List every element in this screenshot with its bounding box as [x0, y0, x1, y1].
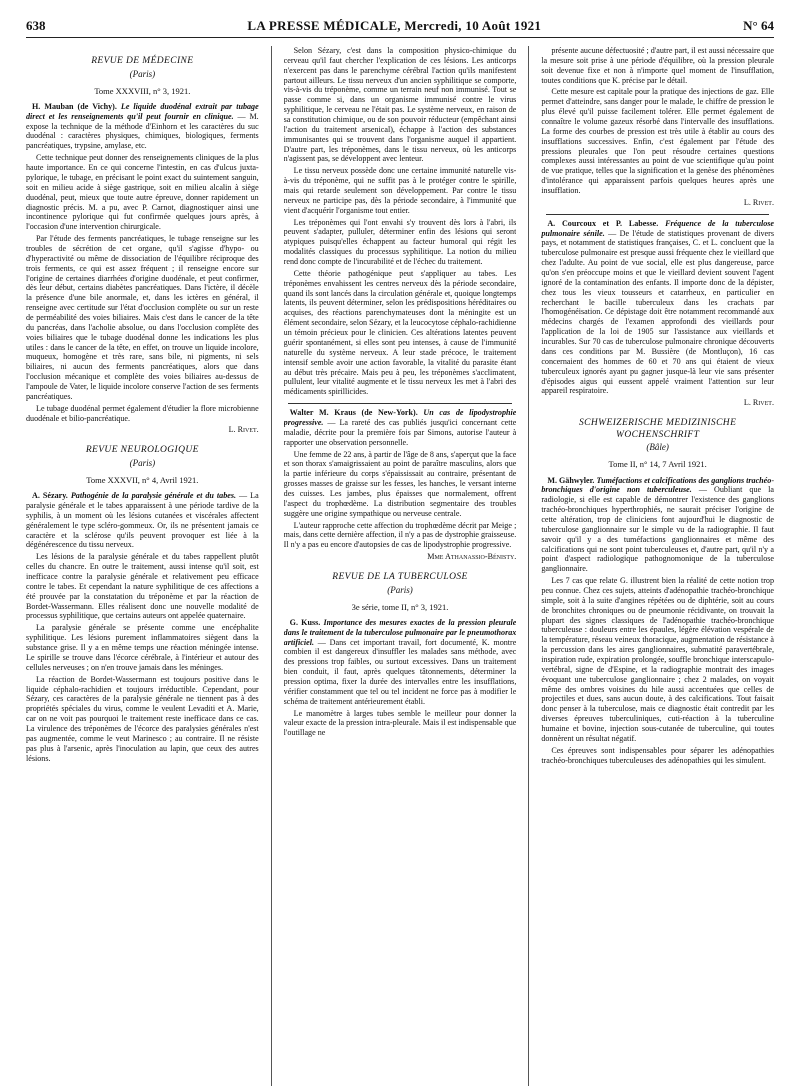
journal-volume: Tome XXXVIII, n° 3, 1921. [94, 85, 191, 96]
article-lead [541, 219, 774, 396]
journal-city: (Paris) [129, 457, 156, 468]
article-title: Un cas de lipodystrophie progressive. [283, 408, 517, 427]
paragraph: L'auteur rapproche cette affection du trophœdème décrit par Meige ; mais, dans cette dernière affection, il n'y a pas de dystrophie graisseuse. Il n'y a pas eu encore d'autopsies de cas de lipodystrophie progressive. [283, 520, 517, 550]
article-text: — M. expose la technique de la méthode d'Einhorn et les caractères du suc duodénal : caractères physiques, chimiques, biologiques, ferments pancréatiques, trypsine, amylase, etc. [26, 111, 259, 151]
article-lead [284, 618, 517, 707]
paragraph: La paralysie générale se présente comme une encéphalite syphilitique. Les lésions purement inflammatoires siègent dans la substance grise. Il y a en même temps une réaction méningée intense. Le spirille se trouve dans l'écorce cérébrale, à l'intérieur et autour des cellules nerveuses ; on n'en trouve jamais dans les méninges. [26, 623, 259, 672]
article-text: — Dans cet important travail, fort documenté, K. montre combien il est dangereux d'insuffler les malades sans méthode, avec des pressions trop faibles, ou surtout excessives. Dans un traitement bien conduit, il faut, après quelques tâtonnements, déterminer la pression optima, fixer la durée des intervalles entre les insufflations, vérifier constamment que tel ou tel incident ne force pas à modifier le schéma de traitement antérieurement établi. [283, 637, 517, 706]
article-text: — De l'étude de statistiques provenant de divers pays, et notamment de statistiques françaises, C. et L. concluent que la tuberculose pulmonaire est presque aussi fréquente chez le vieillard que chez l'adulte. Au point de vue social, elle est plus dangereuse, parce qu'on s'en préoccupe moins et que le vieillard devient souvent l'agent ignoré de la contamination des enfants. Il importe donc de la dépister, chez tous les vieux tousseurs et catarrheux, en particulier en recherchant le bacille tuberculeux dans les crachats par l'homogénéisation. Ce dépistage doit être notamment recommandé aux médecins chargés de l'examen approfondi des vieillards pour l'application de la loi de 1905 sur l'assistance aux vieillards et incurables. Sur 70 cas de tuberculose pulmonaire chronique découverts dans ces conditions par M. Bussière (de Montluçon), 16 cas concernaient des hommes de 60 et 70 ans qui étaient de vieux tuberculeux ignorés ayant pu gagner jusque-là leur vie sans présenter d'épisodes aigus qui eussent appelé vraiment l'attention sur leur appareil respiratoire. [541, 228, 774, 396]
column-divider [528, 46, 529, 1086]
column-3 [541, 46, 774, 1086]
article-author: A. Sézary. [32, 491, 68, 501]
paragraph: Ces épreuves sont indispensables pour séparer les adénopathies trachéo-bronchiques tuberculeuses des adénopathies qui les simulent. [541, 745, 774, 765]
author-signature: L. Rivet. [743, 197, 774, 207]
article-author: Walter M. Kraus (de New-York). [289, 408, 418, 418]
issue-number: N° 64 [743, 18, 774, 33]
article-author: M. Gähwyler. [547, 475, 595, 485]
paragraph: Les 7 cas que relate G. illustrent bien la réalité de cette notion trop peu connue. Chez ces sujets, atteints d'adénopathie trachéo-bronchique simple, soit à la suite d'angines répétées ou de diphtérie, soit au cours de bronchites chroniques ou de pneumonie récidivante, on trouvait la plupart des signes classiques de l'adénopathie trachéo-bronchique tuberculeuse : douleurs entre les épaules, légère élévation vespérale de la température, réseau veineux thoracique, augmentation de résistance à la percussion dans les aires ganglionnaires, submatité paravertébrale, inspiration rude, expiration prolongée, souffle bronchique interscapulo-vertébral, signe de d'Espine, et la radiographie montrait des images évoquant une tuberculose ganglionnaire ; chez 2 malades, on voyait même des ombres voisines du hile aussi accentuées que celles de projectiles et dues, sans aucun doute, à des calcifications. Tout faisait donc penser à la tuberculose, mais ce diagnostic était contredit par les diverses épreuves tuberculiniques, cuti-réaction à la tuberculine humaine et bovine, injection sous-cutanée de tuberculine, qui toutes donnèrent un résultat négatif. [541, 576, 774, 743]
article-text: — Oubliant que la radiologie, si elle est capable de démontrer l'existence des ganglions trachéo-bronchiques hyperthrophiés, ne saurait préciser l'origine de cette altération, trop de cliniciens font aujourd'hui le diagnostic de tuberculose ganglionnaire sur le simple vu de la radiographie. Il faut savoir qu'il y a des tuméfactions ganglionnaires et même des calcifications qui ne sont point tuberculeuses et, d'autre part, qu'il n'y a point d'aspect radiologique pathognomonique de la tuberculose ganglionnaire. [541, 485, 774, 574]
paragraph: Cette théorie pathogénique peut s'appliquer au tabes. Les tréponèmes envahissent les centres nerveux dès la période secondaire, quand ils sont lancés dans la circulation générale et, quoique longtemps latents, ils peuvent déterminer, selon les prédispositions héréditaires ou acquises, des réactions parenchymateuses dont la méningite est un élément secondaire, selon Sézary, et la leucocytose céphalo-rachidienne un témoin précieux pour le clinicien. Ces altérations latentes peuvent guérir spontanément, si elles sont peu intenses, à cause de l'immunité naturelle du système nerveux. A leur stade précoce, le traitement intensif semble avoir une action favorable, la vitalité du parasite étant au début très précaire. Mais peu à peu, les tréponèmes s'acclimatent, pullulent, leur vitalité augmente et le tissu nerveux les met à l'abri des médicaments spirillicides. [283, 268, 517, 397]
article-separator [546, 214, 769, 215]
article-lead [26, 102, 259, 151]
journal-heading: REVUE DE MÉDECINE [91, 56, 194, 66]
columns [26, 46, 774, 1086]
journal-heading: REVUE DE LA TUBERCULOSE [332, 571, 468, 582]
journal-city: (Paris) [129, 68, 156, 79]
article-title: Fréquence de la tuberculose pulmonaire sénile. [541, 218, 774, 238]
article-title: Tuméfactions et calcifications des ganglions trachéo-bronchiques d'origine non tuberculeuse. [541, 475, 774, 495]
publication-title: LA PRESSE MÉDICALE, Mercredi, 10 Août 1921 [247, 18, 542, 33]
paragraph: Le tissu nerveux possède donc une certaine immunité naturelle vis-à-vis du tréponème, qui ne suffit pas à le protéger contre le spirille, mais qui retarde seulement son développement. Par contre le tissu nerveux ne participe pas, dès la période secondaire, à l'immunité que vient d'acquérir l'organisme tout entier. [283, 166, 517, 215]
journal-volume: Tome XXXVII, n° 4, Avril 1921. [86, 474, 199, 485]
article-title: Importance des mesures exactes de la pression pleurale dans le traitement de la tuberculose pulmonaire par le pneumothorax artificiel. [283, 617, 517, 647]
paragraph: Selon Sézary, c'est dans la composition physico-chimique du cerveau qu'il faut chercher l'explication de ces lésions. Les anticorps n'exercent pas dans le parenchyme cérébral l'action qu'ils manifestent partout ailleurs. Le tissu nerveux d'un ancien syphilitique se comporte, vis-à-vis du tréponème, comme un terrain neuf non immunisé. Tout se passe comme si, dans un organisme immunisé contre le virus syphilitique, le cerveau ne l'était pas. Le système nerveux, en raison de sa constitution chimique, ou de son pouvoir réducteur (empêchant ainsi l'action du traitement arsenical), échappe à l'action des substances immunisantes qui se trouvent dans l'organisme auquel il appartient. D'autre part, les tréponèmes, dans le tissu nerveux, où les anticorps n'agissent pas, se développent avec lenteur. [283, 46, 517, 164]
paragraph: Les tréponèmes qui l'ont envahi s'y trouvent dès lors à l'abri, ils peuvent s'adapter, pulluler, déterminer enfin des lésions qui seront atypiques puisqu'elles échappent au facteur humoral qui régit les modalités classiques du processus syphilitique. La notion du milieu rend donc compte de l'incurabilité et de l'échec du traitement. [283, 217, 517, 267]
article-title: Le liquide duodénal extrait par tubage direct et les renseignements qu'il peut fournir en clinique. [26, 101, 259, 121]
paragraph: Cette mesure est capitale pour la pratique des injections de gaz. Elle permet d'atteindre, sans danger pour le malade, le chiffre de pression le plus élevé qu'il puisse facilement tolérer. Elle permet également de connaître le volume gazeux résorbé dans l'intervalle des insufflations. La forme des courbes de pression est très utile à établir au cours des insufflations successives. Enfin, c'est également par l'étude des pressions pleurales que l'on peut résoudre certaines questions complexes aussi intéressantes au point de vue scientifique qu'au point de vue pratique, telles que la signification et la genèse des phénomènes d'intolérance qui apparaissent parfois quelques heures après une insufflation. [541, 87, 774, 196]
article-separator [288, 403, 511, 404]
paragraph: Le manomètre à larges tubes semble le meilleur pour donner la valeur exacte de la pression intra-pleurale. Mais il est indispensable que l'outillage ne [283, 708, 517, 738]
article-text: — La rareté des cas publiés jusqu'ici concernant cette maladie, décrite pour la première fois par Simons, autorise l'auteur à rapporter une observation personnelle. [283, 417, 517, 447]
author-signature: L. Rivet. [743, 398, 774, 408]
column-1 [26, 46, 259, 1086]
article-lead [541, 476, 774, 575]
paragraph: La réaction de Bordet-Wassermann est toujours positive dans le liquide céphalo-rachidien et toujours irréductible. Cependant, pour Sézary, ces caractères de la paralysie générale ne tiennent pas à des propriétés spéciales du virus, comme le veulent Levaditi et A. Marie, car on ne voit pas pourquoi le traitement reste inefficace dans ce cas. La virulence des tréponèmes de l'écorce des paralysies générales n'est pas augmentée, comme le veut Marinesco ; au contraire. Il ne résiste pas plus à l'arsenic, après l'inoculation au lapin, que ceux des autres lésions. [26, 674, 259, 763]
journal-volume: Tome II, n° 14, 7 Avril 1921. [608, 459, 707, 470]
article-text: — La paralysie générale et le tabes apparaissent à une période tardive de la syphilis, à un moment où les lésions cutanées et viscérales affectent généralement le type scléro-gommeux. Or, ils ne présentent jamais ce caractère et la sclérose qu'ils peuvent provoquer est liée à la dégénérescence du tissu nerveux. [26, 491, 259, 550]
paragraph: Une femme de 22 ans, à partir de l'âge de 8 ans, s'aperçut que la face et son thorax s'amaigrissaient au point de paraître masculins, alors que la partie inférieure du corps s'épaississait au contraire, présentant de grosses masses de graisse sur les fesses, les hanches, le versant interne des cuisses. Les jambes, plus épaisses que normalement, offrent l'aspect du trophœdème. La distribution segmentaire des troubles suggère une origine sympathique ou nerveuse centrale. [283, 449, 517, 518]
article-author: A. Courcoux et P. Labesse. [547, 218, 659, 228]
paragraph: Cette technique peut donner des renseignements cliniques de la plus haute importance. En ce qui concerne l'intestin, en cas d'ulcus juxta-pylorique, le tubage, en précisant le point exact du suintement sanguin, soit en milieu acide à siège gastrique, soit en milieu alcalin à siège duodénal, peut, mieux que toute autre épreuve, donner rapidement un diagnostic précis. M. a pu, avec P. Carnot, diagnostiquer ainsi une incontinence pylorique qui fut confirmée quelques jours après, à l'occasion d'une intervention chirurgicale. [26, 153, 259, 232]
journal-heading: REVUE NEUROLOGIQUE [85, 445, 199, 456]
article-lead [26, 491, 259, 550]
column-divider [271, 46, 272, 1086]
page-number: 638 [26, 18, 46, 33]
paragraph: Le tubage duodénal permet également d'étudier la flore microbienne duodénale et bilio-pancréatique. [26, 403, 259, 423]
author-signature: Mme Athanassio-Bénisty. [427, 552, 517, 562]
article-title: Pathogénie de la paralysie générale et du tabes. [70, 491, 237, 501]
author-signature: L. Rivet. [228, 425, 259, 435]
paragraph: présente aucune défectuosité ; d'autre part, il est aussi nécessaire que la mesure soit prise à une période d'équilibre, où la pression pleurale soit devenue fixe et non à n'importe quel moment de l'insufflation, toutes conditions que K. précise par le détail. [541, 46, 774, 85]
journal-city: (Bâle) [646, 442, 669, 453]
article-author: H. Mauban (de Vichy). [32, 101, 117, 111]
journal-city: (Paris) [387, 584, 413, 595]
journal-heading: SCHWEIZERISCHE MEDIZINISCHE WOCHENSCHRIFT [579, 418, 737, 440]
paragraph: Les lésions de la paralysie générale et du tabes rappellent plutôt celles du chancre. En outre le traitement, aussi intense qu'il soit, est inefficace contre la paralysie générale et relativement peu efficace contre le tabes. Et cependant la nature syphilitique de ces affections a été prouvée par la constatation du tréponème et par la réaction de Bordet-Wassermann. Elles réalisent donc une nouvelle modalité de processus syphilitique, que certains auteurs ont appelée quaternaire. [26, 552, 259, 621]
article-lead [284, 408, 517, 447]
column-2 [284, 46, 517, 1086]
paragraph: Par l'étude des ferments pancréatiques, le tubage renseigne sur les troubles de sécrétion de cet organe, qu'il s'agisse d'hypo- ou d'hyperactivité ou même de dissociation de l'équilibre réciproque des trois ferments, ce qui est assez fréquent ; il renseigne encore sur l'origine de certaines diarrhées d'origine duodénale, et peut confirmer, dès leur début, certains diabètes pancréatiques. Dans l'ictère, il décèle la présence d'une bile anormale, et, dans les ictères en général, il renseigne avec certitude sur l'état d'occlusion complète ou sur un reste de perméabilité des voies biliaires. Mais c'est dans le cancer de la tête du pancréas, dans l'acholie absolue, ou dans l'occlusion complète des voies biliaires que le tubage duodénal donne les indications les plus utiles : dans le cancer de la tête, en effet, on trouve un liquide incolore, muqueux, homogène et très rare, sans bile, ni pigments, ni sels biliaires, ni aucun des ferments pancréatiques, alors que dans l'occlusion mécanique et complète des voies biliaires au-dessus de l'ampoule de Vater, le liquide incolore conserve l'action de ses ferments pancréatiques. [26, 234, 259, 401]
journal-volume: 3e série, tome II, n° 3, 1921. [351, 601, 449, 612]
page-header [26, 18, 774, 38]
article-author: G. Kuss. [289, 617, 321, 627]
